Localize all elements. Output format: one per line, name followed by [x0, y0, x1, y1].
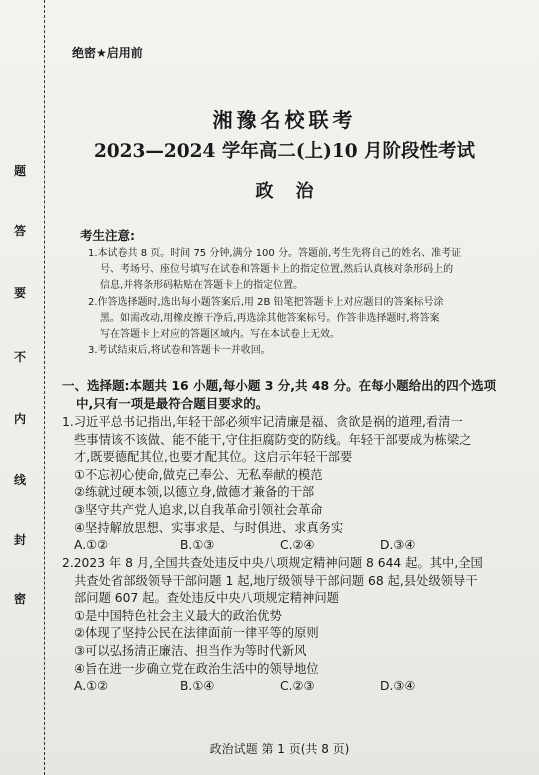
question-1 [62, 414, 502, 555]
binding-char: 答 [13, 224, 26, 238]
question-stem-line: 些事情该不该做、能不能干,守住拒腐防变的防线。年轻干部要成为栋梁之 [74, 432, 472, 447]
statement-option: ④坚持解放思想、实事求是、与时俱进、求真务实 [74, 520, 344, 535]
section-heading-line: 中,只有一项是最符合题目要求的。 [76, 396, 269, 411]
exam-org-title: 湘豫名校联考 [212, 108, 357, 132]
choice-a: A.①② [74, 538, 109, 553]
binding-char: 密 [13, 592, 26, 606]
statement-option: ①是中国特色社会主义最大的政治优势 [74, 608, 282, 623]
choice-d: D.③④ [380, 679, 416, 694]
binding-char: 要 [13, 286, 26, 300]
section-heading-line: 一、选择题:本题共 16 小题,每小题 3 分,共 48 分。在每小题给出的四个选项 [62, 378, 497, 393]
notice-line: 写在答题卡上对应的答题区域内。写在本试卷上无效。 [100, 329, 340, 341]
notice-body [88, 246, 503, 359]
binding-char: 线 [13, 473, 26, 487]
notice-line: 号、考场号、座位号填写在试卷和答题卡上的指定位置,然后认真核对条形码上的 [100, 264, 454, 276]
exam-title: 2023—2024 学年高二(上)10 月阶段性考试 [93, 141, 476, 162]
question-stem-line: 部问题 607 起。查处违反中央八项规定精神问题 [74, 591, 339, 606]
statement-option: ③坚守共产党人追求,以自我革命引领社会革命 [74, 502, 323, 517]
binding-char: 不 [13, 350, 26, 364]
notice-line: 1.本试卷共 8 页。时间 75 分钟,满分 100 分。答题前,考生先将自己的姓名、准考证 [88, 248, 462, 259]
binding-char: 题 [13, 164, 26, 178]
choice-a: A.①② [74, 679, 109, 694]
notice-line: 2.作答选择题时,选出每小题答案后,用 2B 铅笔把答题卡上对应题目的答案标号涂 [88, 296, 444, 308]
statement-option: ④旨在进一步确立党在政治生活中的领导地位 [74, 661, 319, 676]
answer-choices [62, 678, 502, 696]
choice-b: B.①③ [180, 538, 215, 553]
statement-option: ②体现了坚持公民在法律面前一律平等的原则 [74, 626, 319, 641]
notice-line: 黑。如需改动,用橡皮擦干净后,再选涂其他答案标号。作答非选择题时,将答案 [100, 312, 440, 324]
choice-c: C.②③ [280, 679, 315, 694]
notice-line: 信息,并将条形码粘贴在答题卡上的指定位置。 [100, 280, 304, 292]
answer-choices [62, 537, 502, 555]
choice-c: C.②④ [280, 538, 315, 553]
question-stem-line: 2.2023 年 8 月,全国共查处违反中央八项规定精神问题 8 644 起。其中,全国 [62, 556, 483, 570]
section-heading [62, 377, 502, 413]
subject-title: 政治 [255, 181, 336, 202]
choice-d: D.③④ [380, 538, 416, 553]
question-stem-line: 共查处省部级领导干部问题 1 起,地厅级领导干部问题 68 起,县处级领导干 [74, 573, 478, 588]
confidential-mark: 绝密★启用前 [72, 46, 143, 60]
question-2 [62, 555, 502, 696]
binding-char: 封 [13, 533, 26, 547]
statement-option: ③可以弘扬清正廉洁、担当作为等时代新风 [74, 643, 307, 658]
notice-line: 3.考试结束后,将试卷和答题卡一并收回。 [88, 345, 271, 357]
statement-option: ①不忘初心使命,做克己奉公、无私奉献的模范 [74, 467, 323, 482]
choice-b: B.①④ [180, 679, 215, 694]
question-stem-line: 才,既要德配其位,也要才配其位。这启示年轻干部要 [74, 450, 353, 465]
question-stem-line: 1.习近平总书记指出,年轻干部必须牢记清廉是福、贪欲是祸的道理,看清一 [62, 415, 463, 429]
statement-option: ②练就过硬本领,以德立身,做德才兼备的干部 [74, 485, 315, 500]
page-footer: 政治试题 第 1 页(共 8 页) [209, 742, 350, 756]
binding-char: 内 [13, 412, 26, 426]
notice-heading: 考生注意: [80, 228, 135, 243]
